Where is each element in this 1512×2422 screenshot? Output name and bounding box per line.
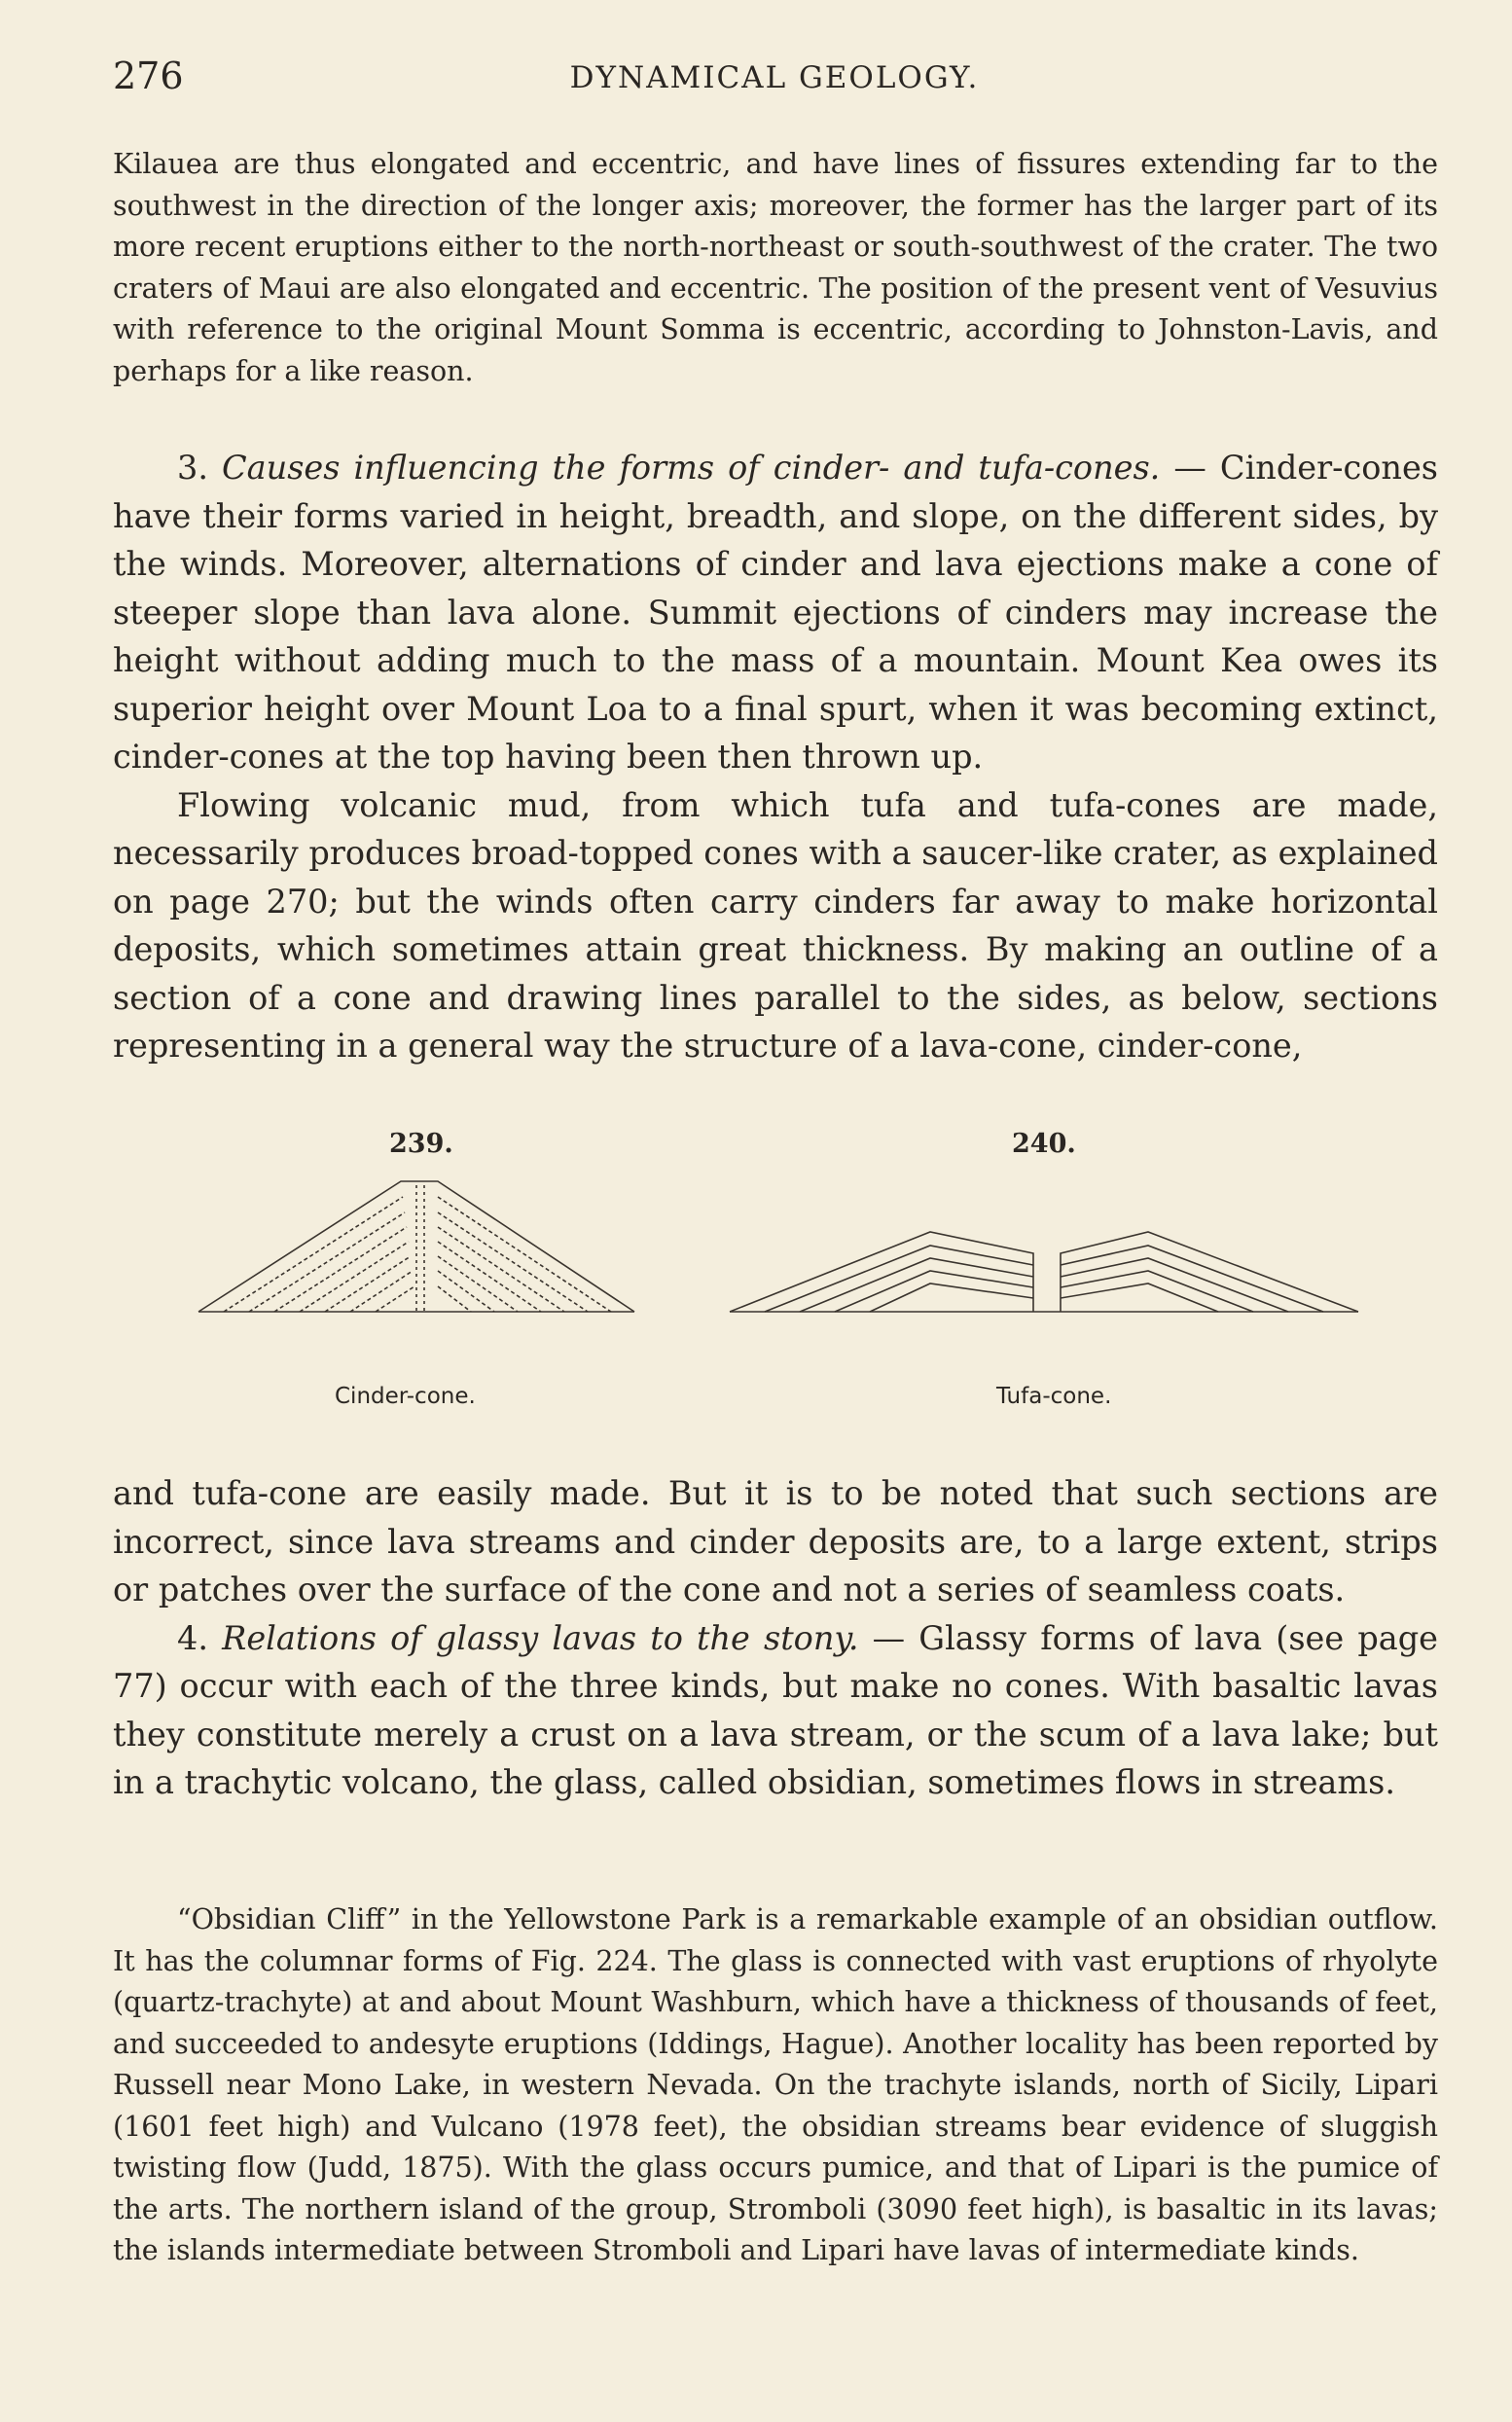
section-4-heading: Relations of glassy lavas to the stony. [222, 1618, 859, 1657]
figure-240-number: 240. [1012, 1129, 1076, 1159]
figure-239-cinder-cone-diagram [195, 1175, 642, 1321]
continuation-paragraph: and tufa-cone are easily made. But it is to be noted that such sections are incorrect, since lava streams and cinder deposits are, to a large extent, strips or patches over the surface of the cone and not a series of seamless coats. [113, 1474, 1438, 1609]
footnote-block [113, 1899, 1438, 2272]
page-header [113, 54, 1436, 103]
figure-239-caption: Cinder-cone. [335, 1384, 476, 1409]
figure-240-tufa-cone-diagram [726, 1226, 1368, 1319]
intro-paragraph-block [113, 144, 1438, 392]
figure-240-caption: Tufa-cone. [996, 1384, 1112, 1409]
intro-paragraph: Kilauea are thus elongated and eccentric, and have lines of fissures extending far to the southwest in the direction of the longer axis; moreover, the former has the larger part of its more recent eruptions either to the north-northeast or south-southwest of the crater. The two craters of Maui are also elongated and eccentric. The position of the present vent of Vesuvius with reference to the original Mount Somma is eccentric, according to Johnston-Lavis, and perhaps for a like reason. [113, 148, 1438, 387]
continuation-block [113, 1469, 1438, 1807]
section-4-number: 4. [177, 1618, 208, 1657]
figure-239-number: 239. [389, 1129, 453, 1159]
obsidian-note: “Obsidian Cliff” in the Yellowstone Park is a remarkable example of an obsidian outflow. It has the columnar forms of Fig. 224. The glass is connected with vast eruptions of rhyolyte (quartz-trachyte) at and about Mount Washburn, which have a thickness of thousands of feet, and succeeded to andesyte eruptions (Iddings, Hague). Another locality has been reported by Russell near Mono Lake, in western Nevada. On the trachyte islands, north of Sicily, Lipari (1601 feet high) and Vulcano (1978 feet), the obsidian streams bear evidence of sluggish twisting flow (Judd, 1875). With the glass occurs pumice, and that of Lipari is the pumice of the arts. The northern island of the group, Stromboli (3090 feet high), is basaltic in its lavas; the islands intermediate between Stromboli and Lipari have lavas of intermediate kinds. [113, 1903, 1438, 2266]
section-4-text: — Glassy forms of lava (see page 77) occur with each of the three kinds, but make no cones. With basaltic lavas they constitute merely a crust on a lava stream, or the scum of a lava lake; but in a trachytic volcano, the glass, called obsidian, sometimes flows in streams. [113, 1618, 1439, 1801]
section-3-text: — Cinder-cones have their forms varied in height, breadth, and slope, on the different sides, by the winds. Moreover, alternations of cinder and lava ejections make a cone of steeper slope than lava alone. Summit ejections of cinders may increase the height without adding much to the mass of a mountain. Mount Kea owes its superior height over Mount Loa to a final spurt, when it was becoming extinct, cinder-cones at the top having been then thrown up. [113, 449, 1438, 776]
section-3-number: 3. [177, 449, 208, 487]
section-3-heading: Causes influencing the forms of cinder- and tufa-cones. [222, 449, 1161, 487]
figures-row [0, 1129, 1512, 1421]
page-number: 276 [113, 54, 184, 97]
running-title: DYNAMICAL GEOLOGY. [569, 60, 980, 95]
section-4-paragraph [113, 1614, 1438, 1807]
section-3-paragraph-2: Flowing volcanic mud, from which tufa and tufa-cones are made, necessarily produces broad-topped cones with a saucer-like crater, as explained on page 270; but the winds often carry cinders far away to make horizontal deposits, which sometimes attain great thickness. By making an outline of a section of a cone and drawing lines parallel to the sides, as below, sections representing in a general way the structure of a lava-cone, cinder-cone, [113, 785, 1438, 1065]
section-3 [113, 444, 1438, 1070]
section-3-paragraph [113, 444, 1438, 781]
